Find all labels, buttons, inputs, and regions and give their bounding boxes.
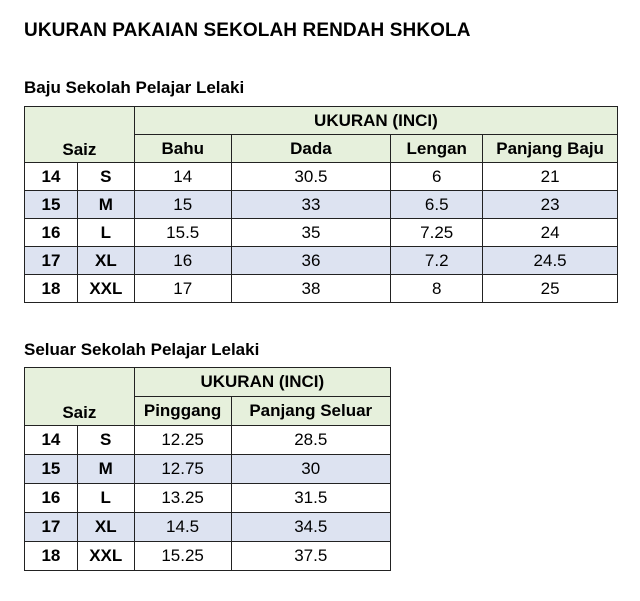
size-code: XXL (77, 542, 134, 571)
table-row (25, 191, 618, 219)
cell-value: 14.5 (134, 513, 231, 542)
cell-value: 23 (483, 191, 618, 219)
pants-size-table (24, 367, 391, 571)
size-code: S (77, 426, 134, 455)
cell-value: 30.5 (231, 163, 391, 191)
cell-value: 13.25 (134, 484, 231, 513)
pants-table-title: Seluar Sekolah Pelajar Lelaki (24, 340, 260, 359)
size-code: XL (77, 247, 134, 275)
cell-value: 24 (483, 219, 618, 247)
table-row (25, 455, 391, 484)
cell-value: 34.5 (231, 513, 390, 542)
table-row (25, 163, 618, 191)
size-number: 17 (25, 513, 78, 542)
cell-value: 35 (231, 219, 391, 247)
cell-value: 25 (483, 275, 618, 303)
cell-value: 28.5 (231, 426, 390, 455)
column-header-pinggang: Pinggang (134, 397, 231, 426)
table-row (25, 247, 618, 275)
table-row (25, 275, 618, 303)
measurement-group-header: UKURAN (INCI) (134, 368, 390, 397)
size-code: XL (77, 513, 134, 542)
cell-value: 8 (391, 275, 483, 303)
table-row (25, 484, 391, 513)
cell-value: 6 (391, 163, 483, 191)
cell-value: 6.5 (391, 191, 483, 219)
size-code: L (77, 484, 134, 513)
size-header: Saiz (25, 107, 135, 163)
shirt-table-title: Baju Sekolah Pelajar Lelaki (24, 78, 245, 97)
cell-value: 33 (231, 191, 391, 219)
size-code: S (77, 163, 134, 191)
cell-value: 16 (134, 247, 231, 275)
column-header-panjang-seluar: Panjang Seluar (231, 397, 390, 426)
column-header-bahu: Bahu (134, 135, 231, 163)
size-code: XXL (77, 275, 134, 303)
table-row (25, 426, 391, 455)
size-number: 17 (25, 247, 78, 275)
cell-value: 14 (134, 163, 231, 191)
cell-value: 31.5 (231, 484, 390, 513)
cell-value: 7.25 (391, 219, 483, 247)
table-row (25, 542, 391, 571)
size-number: 15 (25, 455, 78, 484)
cell-value: 12.75 (134, 455, 231, 484)
size-number: 18 (25, 542, 78, 571)
table-header-row (25, 368, 391, 397)
column-header-lengan: Lengan (391, 135, 483, 163)
table-header-row (25, 107, 618, 135)
cell-value: 38 (231, 275, 391, 303)
table-row (25, 513, 391, 542)
measurement-group-header: UKURAN (INCI) (134, 107, 617, 135)
column-header-dada: Dada (231, 135, 391, 163)
cell-value: 17 (134, 275, 231, 303)
size-number: 16 (25, 219, 78, 247)
cell-value: 21 (483, 163, 618, 191)
cell-value: 37.5 (231, 542, 390, 571)
size-number: 16 (25, 484, 78, 513)
page-title: UKURAN PAKAIAN SEKOLAH RENDAH SHKOLA (24, 20, 471, 41)
cell-value: 30 (231, 455, 390, 484)
cell-value: 36 (231, 247, 391, 275)
cell-value: 12.25 (134, 426, 231, 455)
cell-value: 24.5 (483, 247, 618, 275)
size-number: 14 (25, 426, 78, 455)
size-number: 15 (25, 191, 78, 219)
size-code: L (77, 219, 134, 247)
cell-value: 7.2 (391, 247, 483, 275)
cell-value: 15.25 (134, 542, 231, 571)
size-number: 14 (25, 163, 78, 191)
table-row (25, 219, 618, 247)
shirt-size-table (24, 106, 618, 303)
size-code: M (77, 191, 134, 219)
column-header-panjang-baju: Panjang Baju (483, 135, 618, 163)
cell-value: 15.5 (134, 219, 231, 247)
cell-value: 15 (134, 191, 231, 219)
size-header: Saiz (25, 368, 135, 426)
size-code: M (77, 455, 134, 484)
size-number: 18 (25, 275, 78, 303)
